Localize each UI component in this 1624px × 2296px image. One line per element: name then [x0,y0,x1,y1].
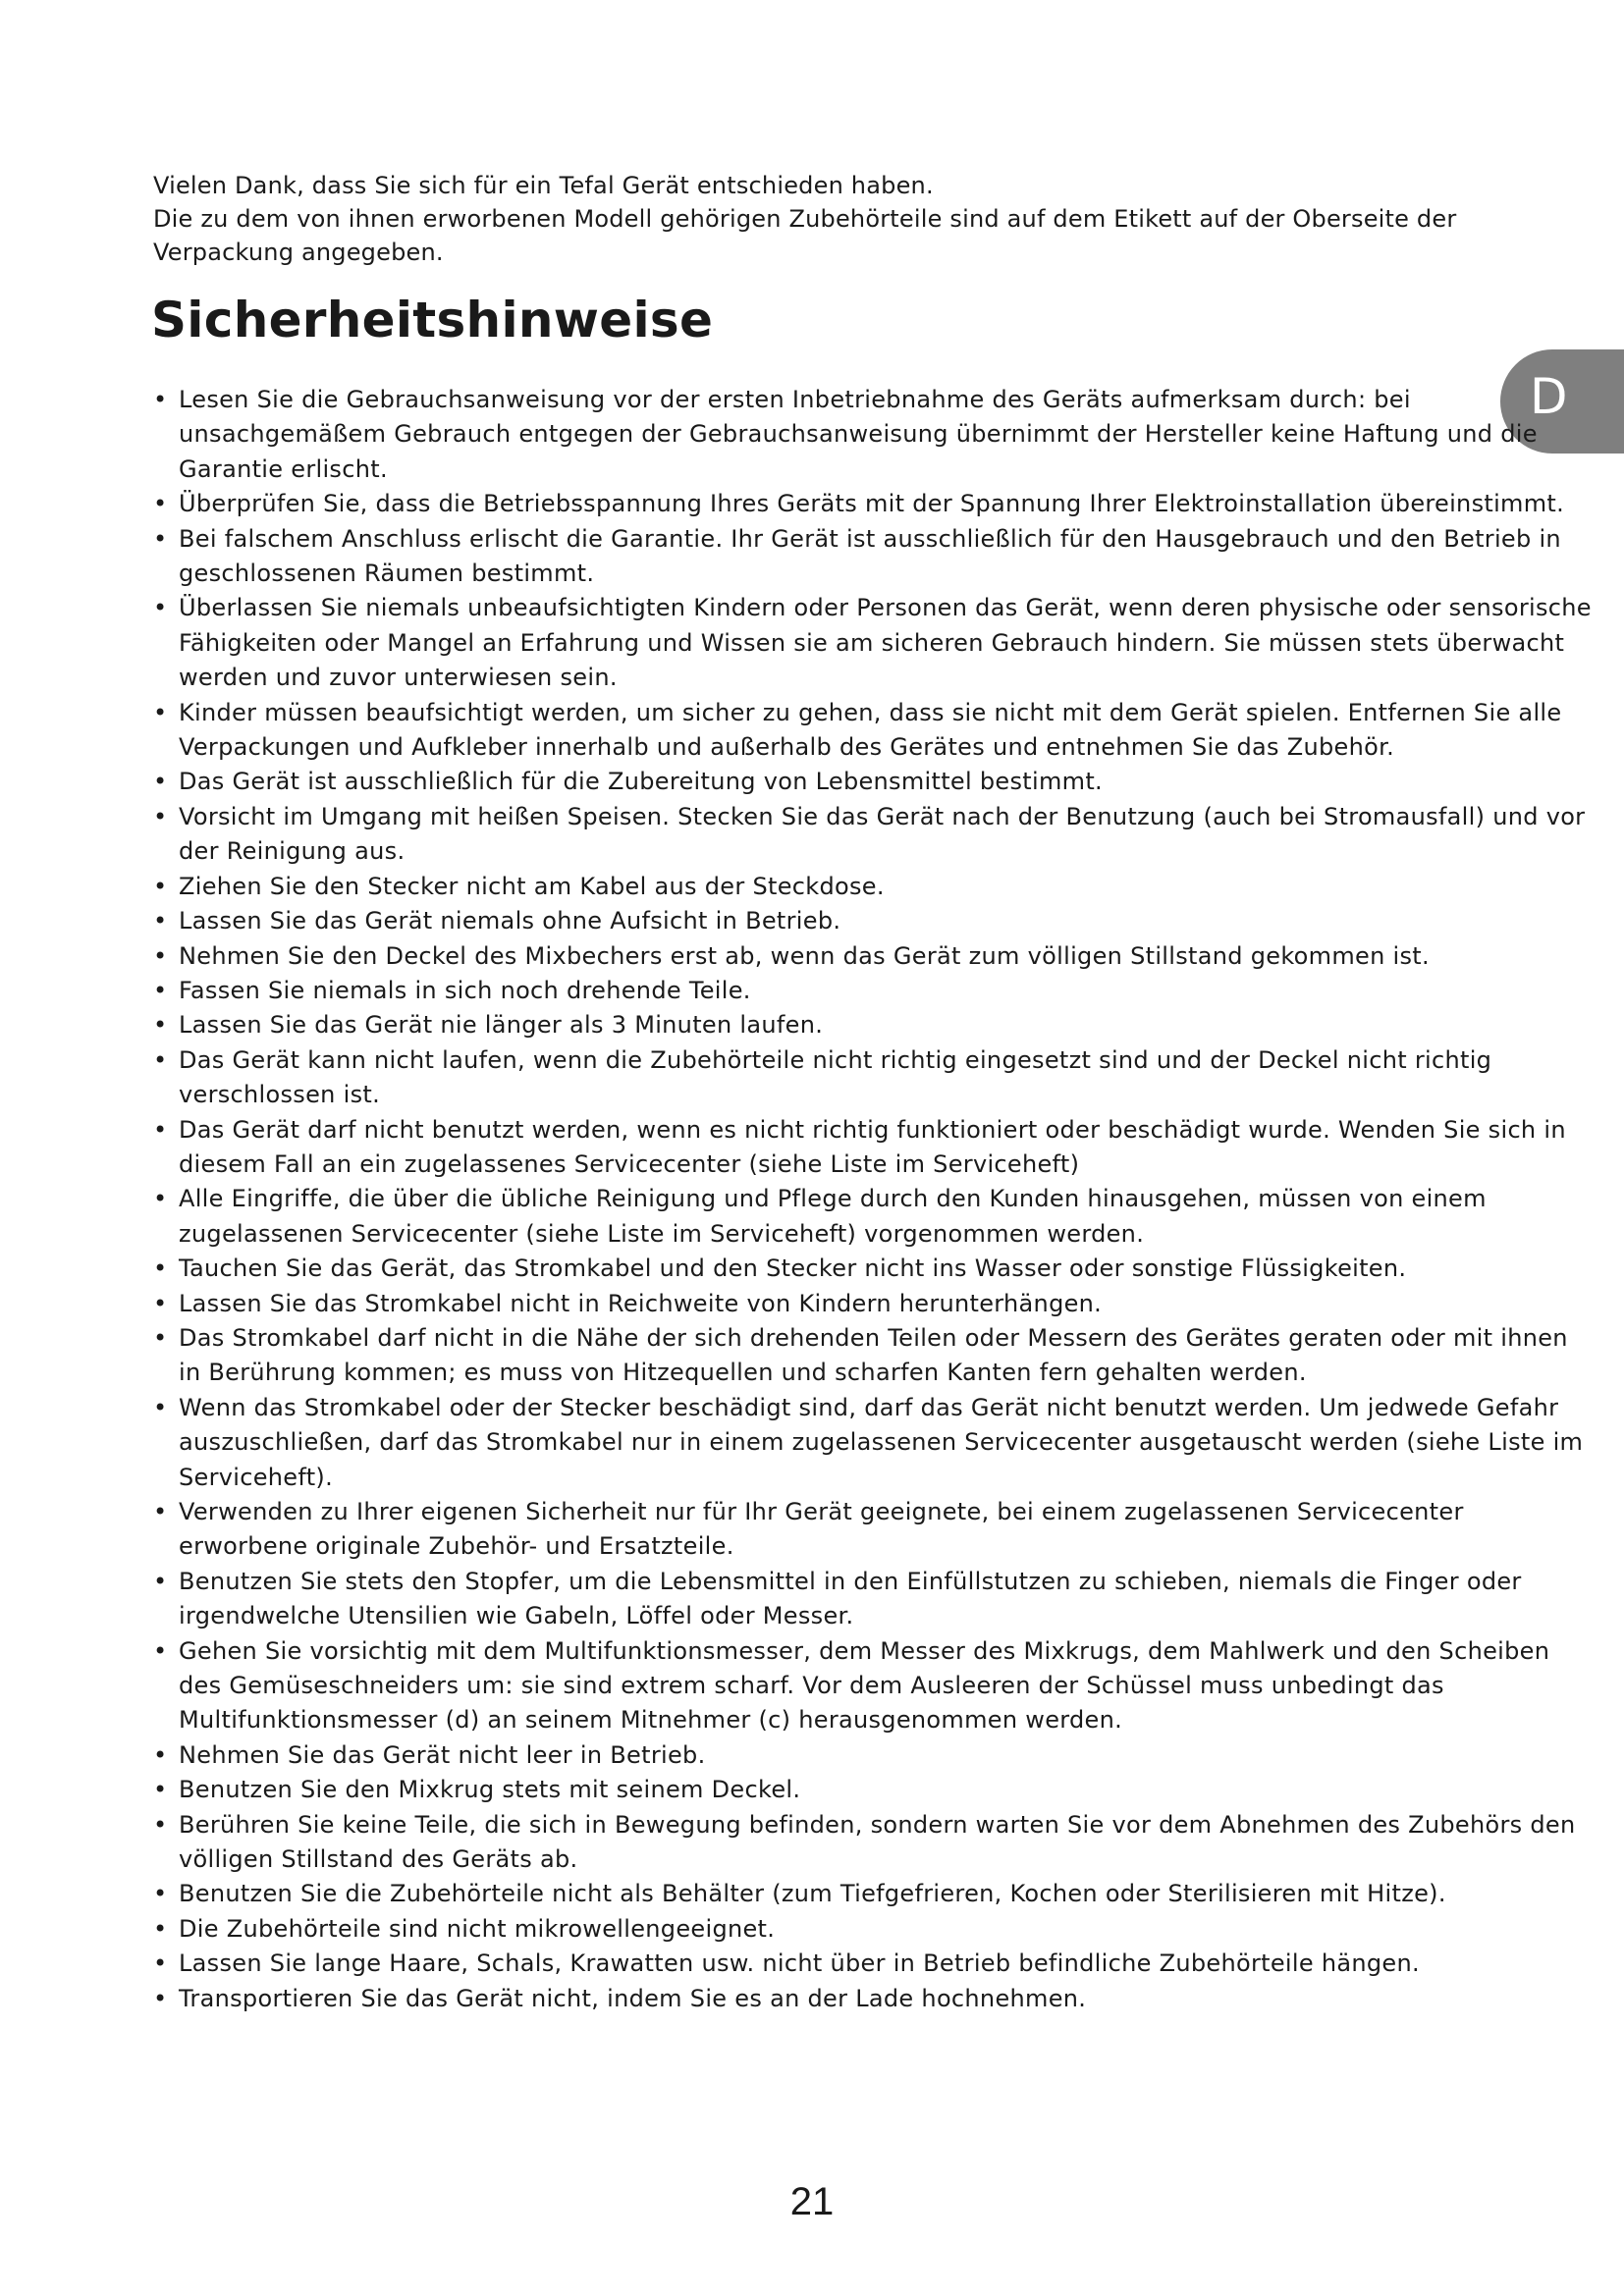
list-item: • Lassen Sie das Gerät niemals ohne Aufsicht in Betrieb. [153,904,1597,938]
list-item: • Lassen Sie das Gerät nie länger als 3 Minuten laufen. [153,1008,1597,1042]
list-item: • Benutzen Sie den Mixkrug stets mit seinem Deckel. [153,1773,1597,1807]
list-item: • Fassen Sie niemals in sich noch drehende Teile. [153,974,1597,1008]
list-item: • Ziehen Sie den Stecker nicht am Kabel aus der Steckdose. [153,870,1597,904]
page-title: Sicherheitshinweise [151,292,714,348]
list-item: • Das Stromkabel darf nicht in die Nähe der sich drehenden Teilen oder Messern des Gerätes geraten oder mit ihnen in Berührung kommen; es muss von Hitzequellen und scharfen Kanten fern gehalten werden. [153,1321,1597,1391]
list-item: • Kinder müssen beaufsichtigt werden, um sicher zu gehen, dass sie nicht mit dem Gerät spielen. Entfernen Sie alle Verpackungen und Aufkleber innerhalb und außerhalb des Gerätes und entnehmen Sie das Zubehör. [153,696,1597,766]
list-item: • Benutzen Sie die Zubehörteile nicht als Behälter (zum Tiefgefrieren, Kochen oder Sterilisieren mit Hitze). [153,1877,1597,1911]
intro-text [153,169,1587,269]
list-item: • Überprüfen Sie, dass die Betriebsspannung Ihres Geräts mit der Spannung Ihrer Elektroinstallation übereinstimmt. [153,487,1597,521]
page-number: 21 [789,2180,835,2223]
list-item: • Verwenden zu Ihrer eigenen Sicherheit nur für Ihr Gerät geeignete, bei einem zugelassenen Servicecenter erworbene originale Zubehör- und Ersatzteile. [153,1495,1597,1565]
list-item: • Überlassen Sie niemals unbeaufsichtigten Kindern oder Personen das Gerät, wenn deren physische oder sensorische Fähigkeiten oder Mangel an Erfahrung und Wissen sie am sicheren Gebrauch hindern. Sie müssen stets überwacht werden und zuvor unterwiesen sein. [153,591,1597,695]
list-item: • Nehmen Sie das Gerät nicht leer in Betrieb. [153,1738,1597,1773]
list-item: • Nehmen Sie den Deckel des Mixbechers erst ab, wenn das Gerät zum völligen Stillstand gekommen ist. [153,939,1597,974]
list-item: • Vorsicht im Umgang mit heißen Speisen. Stecken Sie das Gerät nach der Benutzung (auch bei Stromausfall) und vor der Reinigung aus. [153,800,1597,870]
list-item: • Lassen Sie lange Haare, Schals, Krawatten usw. nicht über in Betrieb befindliche Zubehörteile hängen. [153,1947,1597,1981]
list-item: • Das Gerät ist ausschließlich für die Zubereitung von Lebensmittel bestimmt. [153,765,1597,799]
list-item: • Lassen Sie das Stromkabel nicht in Reichweite von Kindern herunterhängen. [153,1287,1597,1321]
language-tab-label: D [1530,368,1568,425]
list-item: • Berühren Sie keine Teile, die sich in Bewegung befinden, sondern warten Sie vor dem Abnehmen des Zubehörs den völligen Stillstand des Geräts ab. [153,1808,1597,1878]
list-item: • Lesen Sie die Gebrauchsanweisung vor der ersten Inbetriebnahme des Geräts aufmerksam durch: bei unsachgemäßem Gebrauch entgegen der Gebrauchsanweisung übernimmt der Hersteller keine Haftung und die Garantie erlischt. [153,383,1597,487]
list-item: • Bei falschem Anschluss erlischt die Garantie. Ihr Gerät ist ausschließlich für den Hausgebrauch und den Betrieb in geschlossenen Räumen bestimmt. [153,522,1597,592]
safety-instructions-list [153,383,1597,2016]
intro-thanks: Vielen Dank, dass Sie sich für ein Tefal Gerät entschieden haben. [153,172,934,199]
list-item: • Die Zubehörteile sind nicht mikrowellengeeignet. [153,1912,1597,1947]
list-item: • Wenn das Stromkabel oder der Stecker beschädigt sind, darf das Gerät nicht benutzt werden. Um jedwede Gefahr auszuschließen, darf das Stromkabel nur in einem zugelassenen Servicecenter ausgetauscht werden (siehe Liste im Serviceheft). [153,1391,1597,1495]
list-item: • Das Gerät darf nicht benutzt werden, wenn es nicht richtig funktioniert oder beschädigt wurde. Wenden Sie sich in diesem Fall an ein zugelassenes Servicecenter (siehe Liste im Serviceheft) [153,1113,1597,1183]
list-item: • Tauchen Sie das Gerät, das Stromkabel und den Stecker nicht ins Wasser oder sonstige Flüssigkeiten. [153,1252,1597,1286]
list-item: • Benutzen Sie stets den Stopfer, um die Lebensmittel in den Einfüllstutzen zu schieben, niemals die Finger oder irgendwelche Utensilien wie Gabeln, Löffel oder Messer. [153,1565,1597,1634]
list-item: • Transportieren Sie das Gerät nicht, indem Sie es an der Lade hochnehmen. [153,1982,1597,2016]
list-item: • Alle Eingriffe, die über die übliche Reinigung und Pflege durch den Kunden hinausgehen, müssen von einem zugelassenen Servicecenter (siehe Liste im Serviceheft) vorgenommen werden. [153,1182,1597,1252]
list-item: • Gehen Sie vorsichtig mit dem Multifunktionsmesser, dem Messer des Mixkrugs, dem Mahlwerk und den Scheiben des Gemüseschneiders um: sie sind extrem scharf. Vor dem Ausleeren der Schüssel muss unbedingt das Multifunktionsmesser (d) an seinem Mitnehmer (c) herausgenommen werden. [153,1634,1597,1738]
list-item: • Das Gerät kann nicht laufen, wenn die Zubehörteile nicht richtig eingesetzt sind und der Deckel nicht richtig verschlossen ist. [153,1043,1597,1113]
intro-accessories: Die zu dem von ihnen erworbenen Modell gehörigen Zubehörteile sind auf dem Etikett auf der Oberseite der Verpackung angegeben. [153,205,1457,266]
